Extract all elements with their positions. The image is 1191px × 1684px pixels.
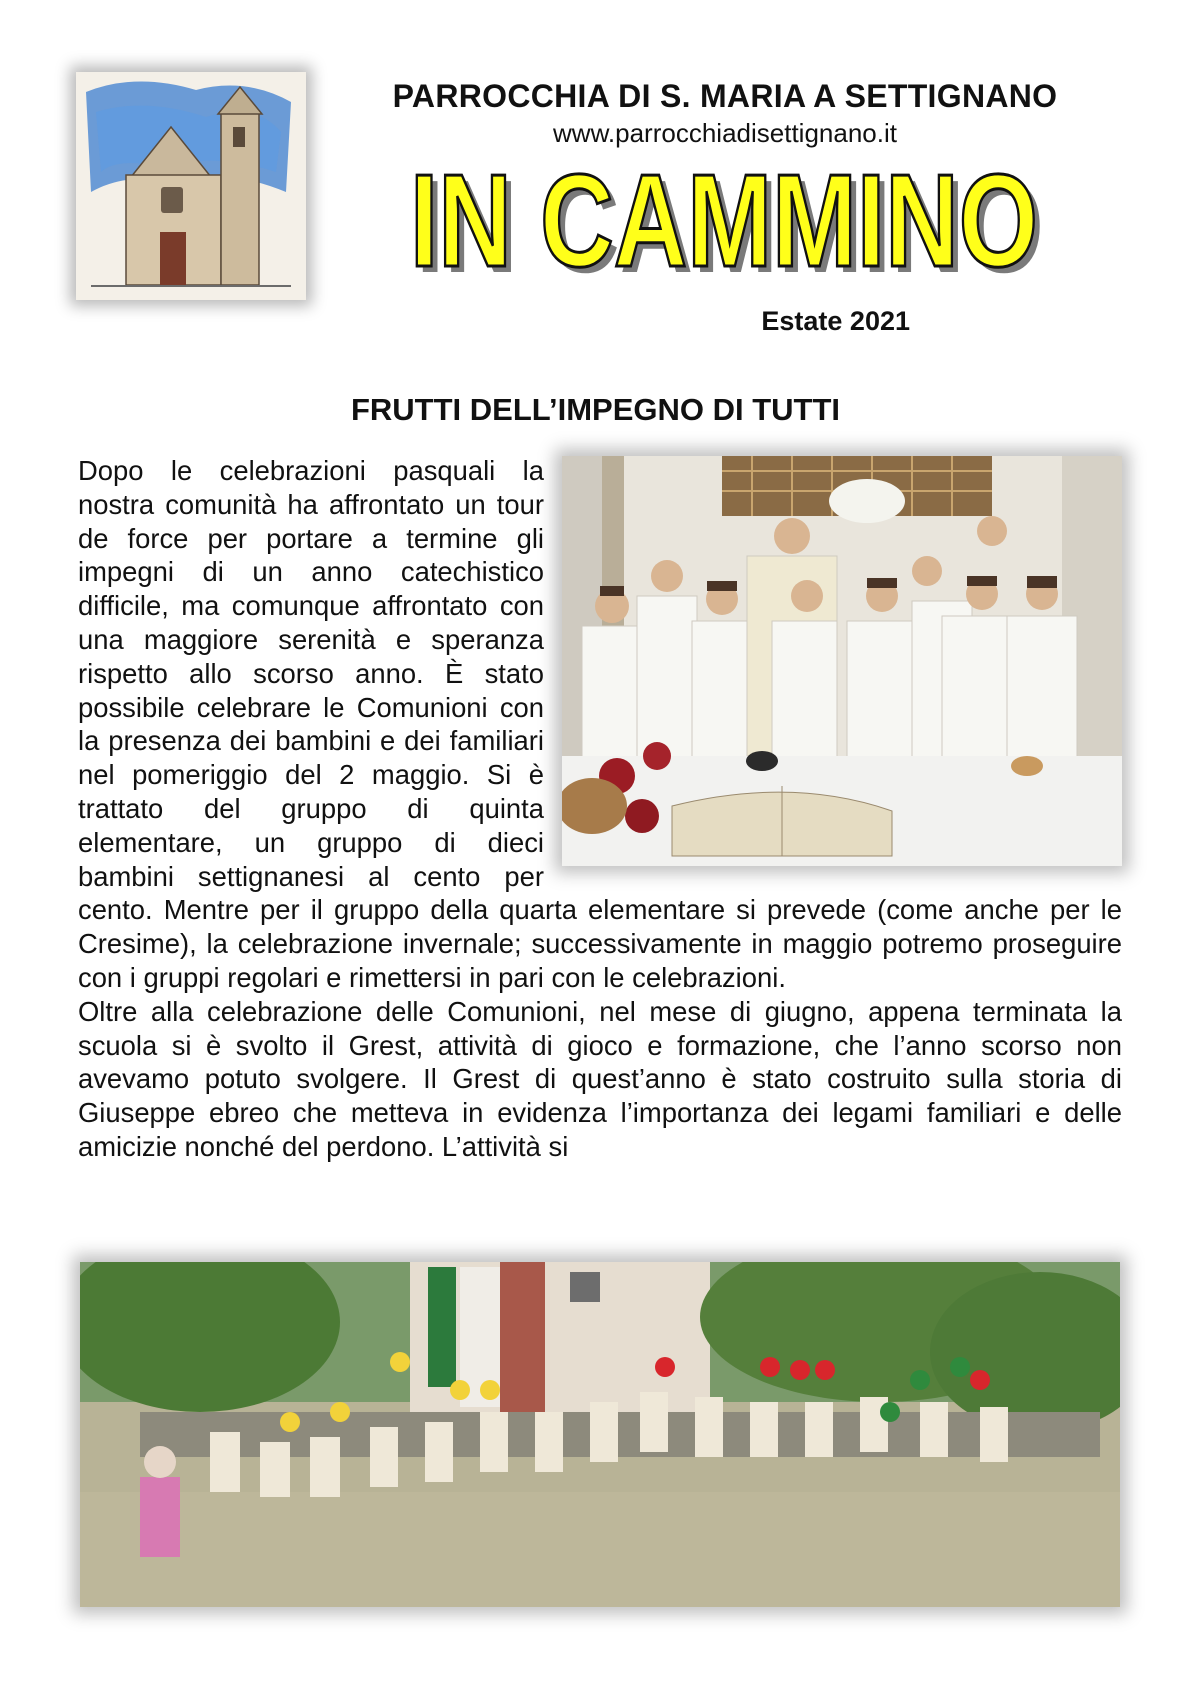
article-paragraph-1: Dopo le celebrazioni pasquali la nostra comunità ha affrontato un tour de force per portare a termine gli impegni di un anno catechistico difficile, ma comunque affrontato con una maggiore serenità e speranza rispetto allo scorso anno. È stato possibile celebrare le Comunioni con la presenza dei bambini e dei familiari nel pomeriggio del 2 maggio. Si è trattato del gruppo di quinta elementare, un gruppo di dieci bambini settignanesi al cento per cento. Mentre per il gruppo della quarta elementare si prevede (come anche per le Cresime), la celebrazione invernale; successivamente in maggio potremo proseguire con i gruppi regolari e rimettersi in pari con le celebrazioni. (78, 455, 1122, 993)
article-body (78, 454, 1122, 1164)
masthead-shadow: IN CAMMINO (416, 153, 1044, 298)
masthead-title (365, 148, 1085, 298)
article-headline: FRUTTI DELL’IMPEGNO DI TUTTI (350, 392, 841, 427)
parish-website: www.parrocchiadisettignano.it (553, 118, 897, 148)
parish-name: PARROCCHIA DI S. MARIA A SETTIGNANO (392, 78, 1058, 114)
grest-photo (80, 1262, 1120, 1607)
parish-logo (76, 72, 306, 300)
masthead-text: IN CAMMINO (410, 148, 1038, 294)
issue-date: Estate 2021 (761, 306, 910, 336)
communion-photo (562, 456, 1122, 866)
article-paragraph-2: Oltre alla celebrazione delle Comunioni, nel mese di giugno, appena terminata la scuola si è svolto il Grest, attività di gioco e formazione, che l’anno scorso non avevamo potuto svolgere. Il Grest di quest’anno è stato costruito sulla storia di Giuseppe ebreo che metteva in evidenza l’importanza dei legami familiari e delle amicizie nonché del perdono. L’attività si (78, 995, 1122, 1162)
